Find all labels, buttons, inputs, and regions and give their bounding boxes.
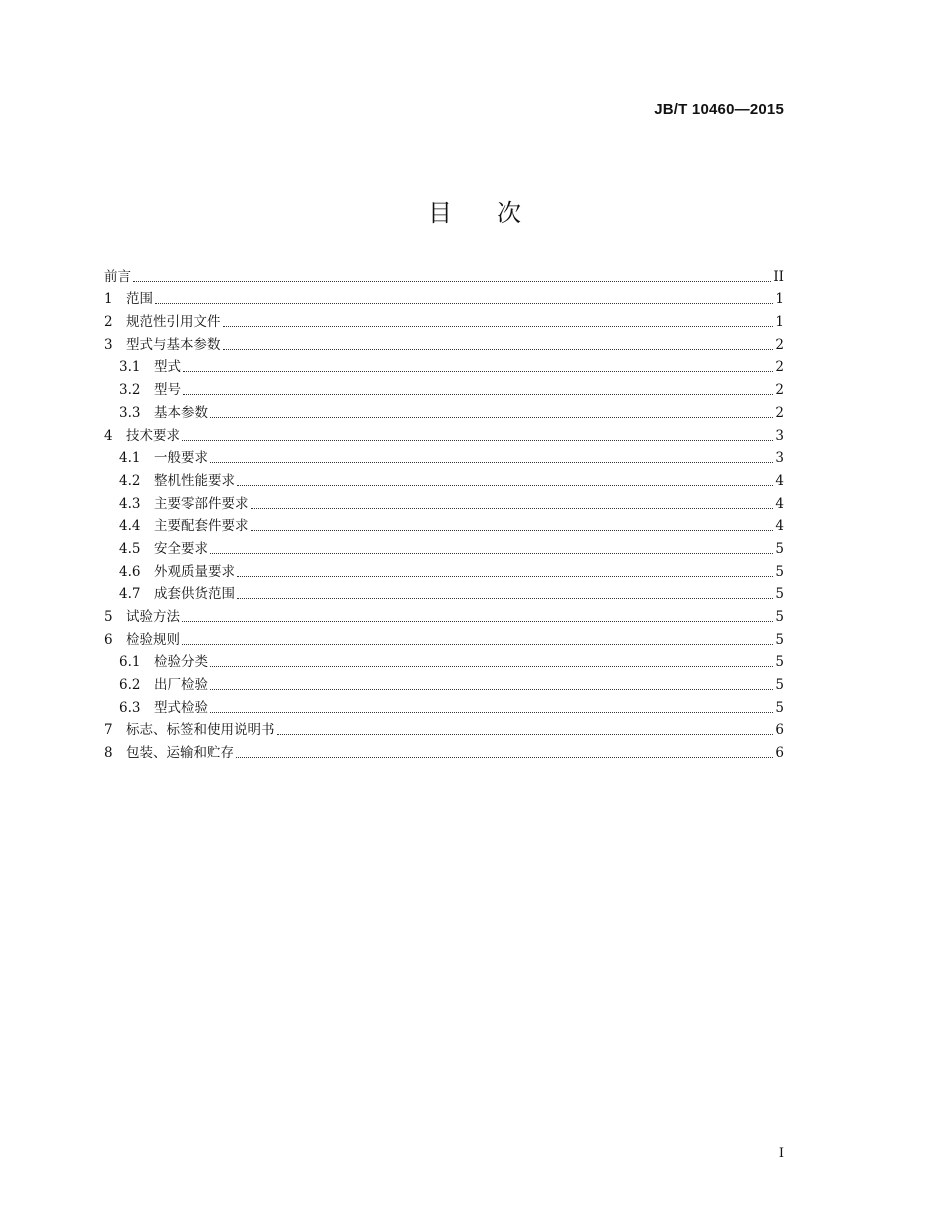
toc-entry-page: 5 [775, 631, 784, 648]
toc-entry-label: 检验规则 [126, 631, 180, 648]
toc-dot-leader [223, 349, 774, 350]
toc-entry-label: 成套供货范围 [154, 586, 235, 603]
toc-entry-page: 5 [775, 563, 784, 580]
toc-dot-leader [237, 598, 773, 599]
toc-entry-page: 2 [775, 404, 784, 421]
toc-entry[interactable] [104, 309, 784, 332]
toc-entry-label: 基本参数 [154, 404, 208, 421]
toc-entry-label: 技术要求 [126, 427, 180, 444]
toc-entry-number: 4.3 [119, 495, 141, 512]
toc-entry-number: 6.3 [119, 699, 141, 716]
toc-entry-label: 包装、运输和贮存 [126, 745, 234, 762]
toc-entry-page: 2 [775, 382, 784, 399]
toc-entry-number: 4.5 [119, 540, 141, 557]
toc-entry-label: 外观质量要求 [154, 563, 235, 580]
toc-entry-page: 5 [775, 540, 784, 557]
toc-entry-number: 7 [104, 722, 113, 739]
toc-entry-label: 整机性能要求 [154, 472, 235, 489]
toc-entry-page: 3 [775, 450, 784, 467]
toc-entry[interactable] [104, 400, 784, 423]
toc-entry[interactable] [104, 740, 784, 763]
toc-entry-number: 3 [104, 336, 113, 353]
title-char-2: 次 [497, 199, 522, 227]
toc-entry-label: 型式与基本参数 [126, 336, 221, 353]
toc-dot-leader [182, 644, 773, 645]
toc-entry[interactable] [104, 491, 784, 514]
toc-entry-label: 主要零部件要求 [154, 495, 249, 512]
toc-entry-page: 5 [775, 699, 784, 716]
toc-entry-label: 安全要求 [154, 540, 208, 557]
toc-entry-label: 规范性引用文件 [126, 314, 221, 331]
toc-entry[interactable] [104, 559, 784, 582]
toc-entry-label: 标志、标签和使用说明书 [126, 722, 275, 739]
toc-entry[interactable] [104, 264, 784, 287]
page-number: I [778, 1146, 784, 1161]
toc-dot-leader [210, 712, 773, 713]
toc-entry-page: 4 [775, 472, 784, 489]
toc-entry-page: 6 [775, 745, 784, 762]
toc-entry-number: 6.1 [119, 654, 141, 671]
toc-dot-leader [182, 440, 773, 441]
toc-dot-leader [236, 757, 773, 758]
toc-entry-number: 4.4 [119, 518, 141, 535]
toc-entry-number: 6 [104, 631, 113, 648]
toc-entry[interactable] [104, 582, 784, 605]
toc-entry[interactable] [104, 718, 784, 741]
toc-entry[interactable] [104, 332, 784, 355]
toc-dot-leader [210, 666, 773, 667]
toc-entry[interactable] [104, 468, 784, 491]
toc-dot-leader [223, 326, 774, 327]
toc-entry-page: 5 [775, 677, 784, 694]
toc-entry-number: 3.1 [119, 359, 141, 376]
standard-code: JB/T 10460—2015 [654, 101, 784, 118]
toc-dot-leader [277, 734, 774, 735]
toc-entry-label: 一般要求 [154, 450, 208, 467]
toc-entry-page: II [773, 268, 784, 285]
toc-entry-label: 型号 [154, 382, 181, 399]
toc-dot-leader [210, 417, 773, 418]
toc-dot-leader [210, 553, 773, 554]
toc-dot-leader [251, 508, 774, 509]
toc-entry-page: 2 [775, 359, 784, 376]
toc-entry[interactable] [104, 446, 784, 469]
toc-entry-label: 出厂检验 [154, 677, 208, 694]
toc-entry-number: 8 [104, 745, 113, 762]
toc-entry[interactable] [104, 514, 784, 537]
toc-entry-page: 3 [775, 427, 784, 444]
toc-entry-page: 5 [775, 609, 784, 625]
toc-entry-number: 2 [104, 314, 113, 331]
toc-entry-number: 4.7 [119, 586, 141, 603]
toc-dot-leader [182, 621, 773, 622]
toc-entry-label: 型式 [154, 359, 181, 376]
toc-entry[interactable] [104, 536, 784, 559]
toc-entry-number: 4.1 [119, 450, 141, 467]
toc-dot-leader [210, 462, 773, 463]
toc-entry[interactable] [104, 377, 784, 400]
toc-entry-page: 6 [775, 722, 784, 739]
table-of-contents [104, 264, 784, 763]
toc-entry-page: 1 [775, 291, 784, 308]
toc-entry-number: 1 [104, 291, 113, 308]
toc-entry[interactable] [104, 672, 784, 695]
toc-entry-number: 4 [104, 427, 113, 444]
toc-dot-leader [251, 530, 774, 531]
toc-entry-number: 5 [104, 609, 113, 625]
toc-entry[interactable] [104, 627, 784, 650]
toc-entry-page: 5 [775, 654, 784, 671]
toc-dot-leader [183, 394, 773, 395]
toc-entry-number: 4.2 [119, 472, 141, 489]
toc-entry-label: 范围 [126, 291, 153, 308]
toc-dot-leader [133, 281, 771, 282]
toc-entry-number: 3.2 [119, 382, 141, 399]
toc-entry-page: 1 [775, 314, 784, 331]
toc-entry-page: 4 [775, 495, 784, 512]
toc-entry[interactable] [104, 355, 784, 378]
toc-entry[interactable] [104, 604, 784, 627]
toc-dot-leader [210, 689, 773, 690]
toc-entry-label: 主要配套件要求 [154, 518, 249, 535]
toc-dot-leader [155, 303, 773, 304]
toc-dot-leader [183, 371, 773, 372]
toc-entry-number: 3.3 [119, 404, 141, 421]
toc-entry-label: 试验方法 [126, 609, 180, 625]
toc-entry[interactable] [104, 650, 784, 673]
toc-entry-label: 前言 [104, 268, 131, 285]
toc-dot-leader [237, 576, 773, 577]
toc-entry[interactable] [104, 287, 784, 310]
title-char-1: 目 [428, 199, 453, 227]
toc-entry-label: 检验分类 [154, 654, 208, 671]
toc-entry[interactable] [104, 695, 784, 718]
toc-entry-label: 型式检验 [154, 699, 208, 716]
toc-entry-page: 5 [775, 586, 784, 603]
toc-entry-number: 4.6 [119, 563, 141, 580]
toc-dot-leader [237, 485, 773, 486]
toc-entry[interactable] [104, 423, 784, 446]
page-title [0, 193, 950, 228]
toc-entry-page: 4 [775, 518, 784, 535]
toc-entry-page: 2 [775, 336, 784, 353]
toc-entry-number: 6.2 [119, 677, 141, 694]
